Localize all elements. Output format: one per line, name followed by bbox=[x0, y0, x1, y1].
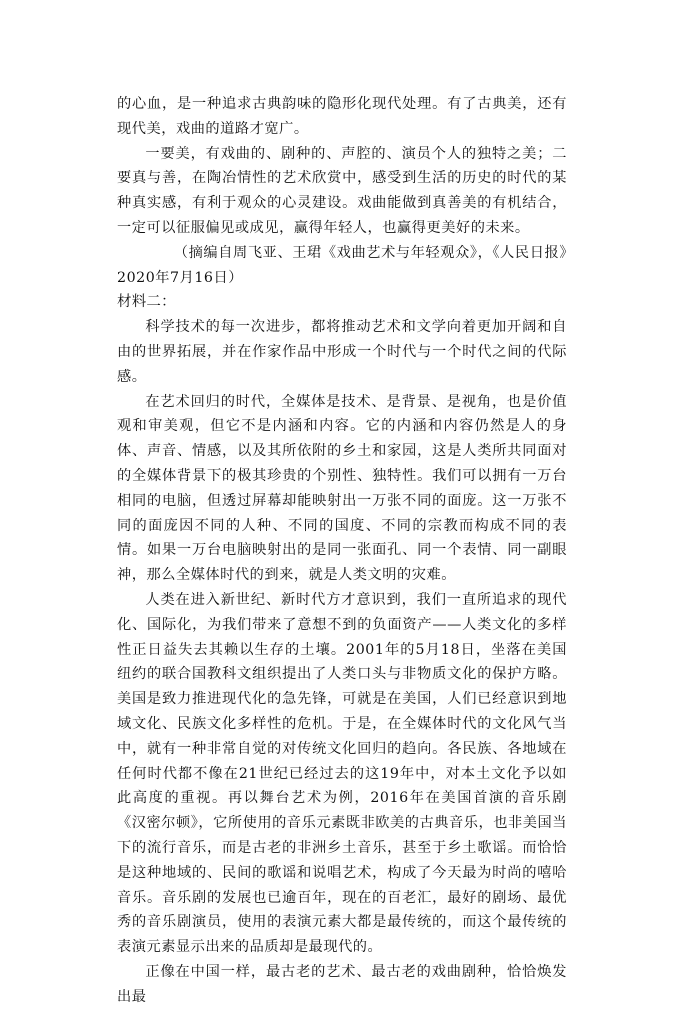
paragraph-continuation: 的心血，是一种追求古典韵味的隐形化现代处理。有了古典美，还有现代美，戏曲的道路才宽广。 bbox=[117, 96, 567, 137]
paragraph-all-media: 在艺术回归的时代，全媒体是技术、是背景、是视角，也是价值观和审美观，但它不是内涵和内容。它的内涵和内容仍然是人的身体、声音、情感，以及其所依附的乡土和家园，这是人类所共同面对的全媒体背景下的极其珍贵的个别性、独特性。我们可以拥有一万台相同的电脑，但透过屏幕却能映射出一万张不同的面庞。这一万张不同的面庞因不同的人种、不同的国度、不同的宗教而构成不同的表情。如果一万台电脑映射出的是同一张面孔、同一个表情、同一副眼神，那么全媒体时代的到来，就是人类文明的灾难。 bbox=[117, 393, 567, 584]
document-page bbox=[117, 92, 567, 1009]
source-citation: （摘编自周飞亚、王珺《戏曲艺术与年轻观众》，《人民日报》2020年7月16日） bbox=[117, 244, 567, 286]
paragraph-two-beauties: 一要美，有戏曲的、剧种的、声腔的、演员个人的独特之美；二要真与善，在陶冶情性的艺术欣赏中，感受到生活的历史的时代的某种真实感，有利于观众的心灵建设。戏曲能做到真善美的有机结合，一定可以征服偏见或成见，赢得年轻人，也赢得更美好的未来。 bbox=[117, 145, 567, 236]
section-heading-material-two: 材料二： bbox=[117, 294, 176, 311]
paragraph-technology: 科学技术的每一次进步，都将推动艺术和文学向着更加开阔和自由的世界拓展，并在作家作品中形成一个时代与一个时代之间的代际感。 bbox=[117, 319, 567, 385]
paragraph-new-century: 人类在进入新世纪、新时代方才意识到，我们一直所追求的现代化、国际化，为我们带来了意想不到的负面资产——人类文化的多样性正日益失去其赖以生存的土壤。2001年的5月18日，坐落在美国纽约的联合国教科文组织提出了人类口头与非物质文化的保护方略。美国是致力推进现代化的急先锋，可就是在美国，人们已经意识到地域文化、民族文化多样性的危机。于是，在全媒体时代的文化风气当中，就有一种非常自觉的对传统文化回归的趋向。各民族、各地域在任何时代都不像在21世纪已经过去的这19年中，对本土文化予以如此高度的重视。再以舞台艺术为例，2016年在美国首演的音乐剧《汉密尔顿》，它所使用的音乐元素既非欧美的古典音乐，也非美国当下的流行音乐，而是古老的非洲乡土音乐，甚至于乡土歌谣。而恰恰是这种地域的、民间的歌谣和说唱艺术，构成了今天最为时尚的嘻哈音乐。音乐剧的发展也已逾百年，现在的百老汇，最好的剧场、最优秀的音乐剧演员，使用的表演元素大都是最传统的，而这个最传统的表演元素显示出来的品质却是最现代的。 bbox=[117, 591, 567, 956]
paragraph-china: 正像在中国一样，最古老的艺术、最古老的戏曲剧种，恰恰焕发出最 bbox=[117, 963, 567, 1005]
